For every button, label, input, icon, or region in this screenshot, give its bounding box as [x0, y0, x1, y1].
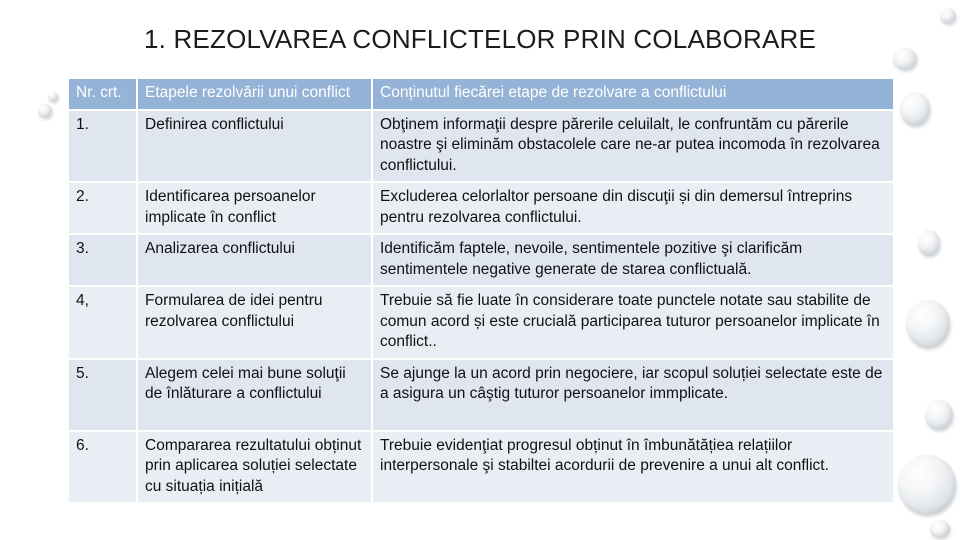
table-row [68, 286, 894, 359]
table-row [68, 359, 894, 431]
cell-nr: 2. [68, 182, 137, 234]
cell-continut: Identificăm faptele, nevoile, sentimentele pozitive şi clarificăm sentimentele negative generate de starea conflictuală. [372, 234, 894, 286]
cell-nr: 5. [68, 359, 137, 431]
cell-continut: Obţinem informaţii despre părerile celuilalt, le confruntăm cu părerile noastre şi eliminăm obstacolele care ne-ar putea incomoda în rezolvarea conflictului. [372, 110, 894, 183]
water-drop [38, 104, 52, 118]
water-drop [900, 92, 930, 126]
conflict-resolution-table [67, 77, 895, 504]
water-drop [918, 230, 940, 256]
header-etape: Etapele rezolvării unui conflict [137, 78, 372, 110]
cell-continut: Excluderea celorlaltor persoane din discuţii și din demersul întreprins pentru rezolvarea conflictului. [372, 182, 894, 234]
cell-nr: 4, [68, 286, 137, 359]
cell-etapa: Definirea conflictului [137, 110, 372, 183]
table-header-row [68, 78, 894, 110]
cell-etapa: Compararea rezultatului obținut prin aplicarea soluției selectate cu situația inițială [137, 431, 372, 504]
cell-continut: Trebuie să fie luate în considerare toate punctele notate sau stabilite de comun acord și este crucială participarea tuturor persoanelor implicate în conflict.. [372, 286, 894, 359]
cell-nr: 1. [68, 110, 137, 183]
water-drop [898, 455, 956, 515]
header-continut: Conținutul fiecărei etape de rezolvare a conflictului [372, 78, 894, 110]
cell-etapa: Analizarea conflictului [137, 234, 372, 286]
water-drop [940, 8, 956, 24]
cell-etapa: Identificarea persoanelor implicate în conflict [137, 182, 372, 234]
water-drop [925, 400, 953, 430]
table-row [68, 431, 894, 504]
cell-etapa: Alegem celei mai bune soluţii de înlăturare a conflictului [137, 359, 372, 431]
header-nr: Nr. crt. [68, 78, 137, 110]
table-row [68, 234, 894, 286]
cell-nr: 3. [68, 234, 137, 286]
water-drop [930, 520, 950, 538]
page-title: 1. REZOLVAREA CONFLICTELOR PRIN COLABORARE [143, 24, 817, 54]
table-row [68, 182, 894, 234]
cell-nr: 6. [68, 431, 137, 504]
cell-continut: Se ajunge la un acord prin negociere, iar scopul soluției selectate este de a asigura un câştig tuturor persoanelor immplicate. [372, 359, 894, 431]
water-drop [906, 300, 950, 348]
cell-continut: Trebuie evidenţiat progresul obținut în îmbunătățiea relațiilor interpersonale şi stabiltei acordurii de prevenire a unui alt conflict. [372, 431, 894, 504]
table-row [68, 110, 894, 183]
water-drop [48, 92, 58, 102]
cell-etapa: Formularea de idei pentru rezolvarea conflictului [137, 286, 372, 359]
